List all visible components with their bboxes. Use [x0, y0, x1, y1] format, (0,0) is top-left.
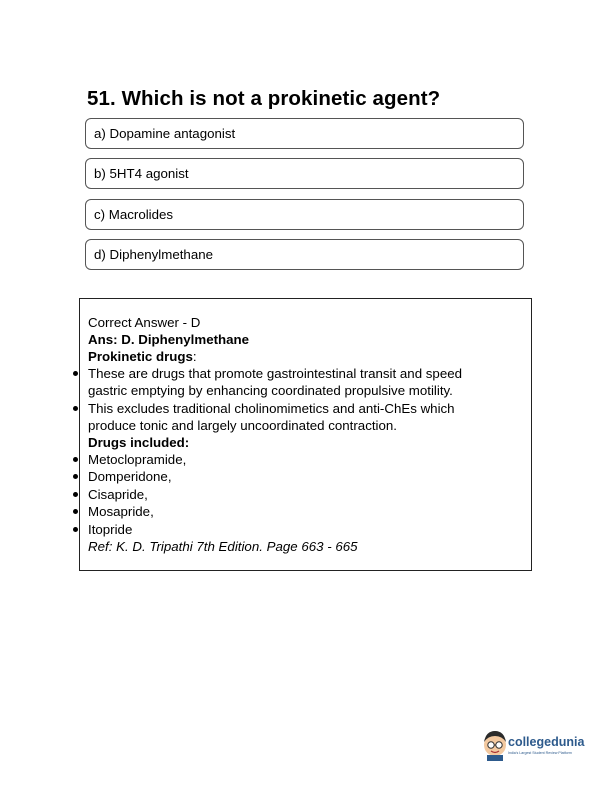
description-line-2: gastric emptying by enhancing coordinated propulsive motility. [88, 383, 453, 398]
bullet-icon [73, 406, 78, 411]
logo-name: collegedunia [508, 735, 585, 749]
bullet-icon [73, 492, 78, 497]
drug-item: Cisapride, [88, 487, 148, 502]
answer-text: Ans: D. Diphenylmethane [88, 332, 250, 347]
drug-item: Mosapride, [88, 504, 154, 519]
bullet-icon [73, 509, 78, 514]
description-line-3: This excludes traditional cholinomimetics and anti-ChEs which [88, 401, 455, 416]
drug-item: Itopride [88, 522, 133, 537]
drug-item: Metoclopramide, [88, 452, 187, 467]
question-title: 51. Which is not a prokinetic agent? [87, 87, 441, 110]
bullet-icon [73, 457, 78, 462]
prokinetic-heading [88, 348, 197, 365]
prokinetic-heading-text: Prokinetic drugs [88, 349, 193, 364]
option-d[interactable]: d) Diphenylmethane [85, 239, 524, 270]
bullet-icon [73, 527, 78, 532]
description-line-1: These are drugs that promote gastrointestinal transit and speed [88, 366, 463, 381]
drugs-heading: Drugs included: [88, 435, 190, 450]
logo-tagline: India's Largest Student Review Platform [508, 751, 572, 755]
option-c[interactable]: c) Macrolides [85, 199, 524, 230]
option-b[interactable]: b) 5HT4 agonist [85, 158, 524, 189]
option-a[interactable]: a) Dopamine antagonist [85, 118, 524, 149]
bullet-icon [73, 474, 78, 479]
prokinetic-heading-colon: : [192, 349, 197, 364]
description-line-4: produce tonic and largely uncoordinated contraction. [88, 418, 397, 433]
correct-answer-label: Correct Answer - D [88, 315, 201, 330]
bullet-icon [73, 371, 78, 376]
drug-item: Domperidone, [88, 469, 172, 484]
reference-text: Ref: K. D. Tripathi 7th Edition. Page 663 - 665 [88, 539, 358, 554]
